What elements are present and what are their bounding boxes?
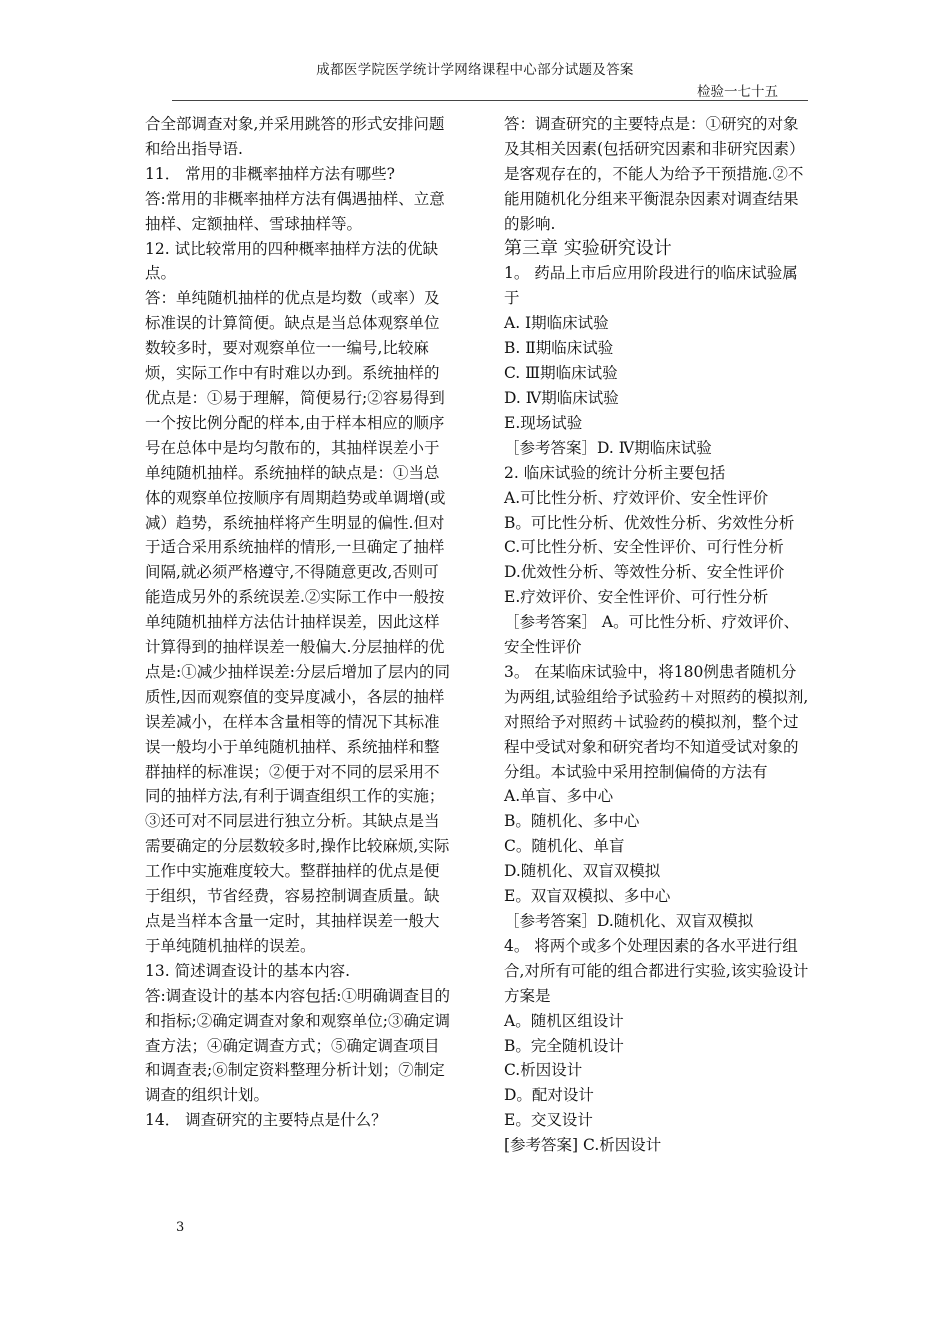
option-line: A. Ⅰ期临床试验 <box>504 314 609 333</box>
question-3: 3。 在某临床试验中，将180例患者随机分为两组,试验组给予试验药＋对照药的模拟剂,对照给予对照药＋试验药的模拟剂，整个过程中受试对象和研究者均不知道受试对象的分组。本试验中采用控制偏倚的方法有 <box>504 662 809 781</box>
answer-11: 答:常用的非概率抽样方法有偶遇抽样、立意抽样、定额抽样、雪球抽样等。 <box>145 189 445 233</box>
option-line: C. Ⅲ期临床试验 <box>504 364 618 383</box>
reference-answer: ［参考答案］D.随机化、双盲双模拟 <box>504 912 754 930</box>
option-line: A.可比性分析、疗效评价、安全性评价 <box>504 488 769 507</box>
answer-14: 答：调查研究的主要特点是：①研究的对象及其相关因素(包括研究因素和非研究因素）是客观存在的，不能人为给予干预措施.②不能用随机化分组来平衡混杂因素对调查结果的影响. <box>504 115 805 233</box>
option-line: B。完全随机设计 <box>504 1036 624 1055</box>
option-line: B. Ⅱ期临床试验 <box>504 339 614 358</box>
question-13: 13. 简述调查设计的基本内容. <box>145 961 351 980</box>
reference-answer: ［参考答案］ A。可比性分析、疗效评价、安全性评价 <box>504 613 800 657</box>
header-rule <box>172 100 808 101</box>
option-line: E。双盲双模拟、多中心 <box>504 887 671 906</box>
header-title: 成都医学院医学统计学网络课程中心部分试题及答案 <box>316 62 634 78</box>
question-14: 14． 调查研究的主要特点是什么？ <box>145 1111 387 1130</box>
question-12: 12. 试比较常用的四种概率抽样方法的优缺点。 <box>145 239 439 283</box>
option-line: D. Ⅳ期临床试验 <box>504 388 619 407</box>
option-line: C.可比性分析、安全性评价、可行性分析 <box>504 538 784 557</box>
option-line: C.析因设计 <box>504 1061 583 1080</box>
question-11: 11． 常用的非概率抽样方法有哪些? <box>145 164 395 183</box>
reference-answer: [参考答案] C.析因设计 <box>504 1136 662 1155</box>
answer-13: 答:调查设计的基本内容包括:①明确调查目的和指标;②确定调查对象和观察单位;③确定调查方法；④确定调查方式；⑤确定调查项目和调查表;⑥制定资料整理分析计划；⑦制定调查的组织计划。 <box>145 986 450 1105</box>
option-line: A。随机区组设计 <box>504 1011 624 1030</box>
option-line: D.随机化、双盲双模拟 <box>504 862 661 881</box>
option-line: D.优效性分析、等效性分析、安全性评价 <box>504 563 785 582</box>
reference-answer: ［参考答案］D. Ⅳ期临床试验 <box>504 438 712 457</box>
right-column <box>504 112 810 1158</box>
option-line: B。可比性分析、优效性分析、劣效性分析 <box>504 513 795 532</box>
option-line: D。配对设计 <box>504 1086 594 1105</box>
left-column <box>145 112 453 1133</box>
option-line: C。随机化、单盲 <box>504 837 625 856</box>
page-number: 3 <box>176 1220 185 1235</box>
question-1: 1。 药品上市后应用阶段进行的临床试验属于 <box>504 264 798 308</box>
header-right-label: 检验一七十五 <box>697 84 778 100</box>
answer-12: 答：单纯随机抽样的优点是均数（或率）及标准误的计算简便。缺点是当总体观察单位数较多时，要对观察单位一一编号,比较麻烦，实际工作中有时难以办到。系统抽样的优点是：①易于理解，简便易行;②容易得到一个按比例分配的样本,由于样本相应的顺序号在总体中是均匀散布的，其抽样误差小于单纯随机抽样。系统抽样的缺点是：①当总体的观察单位按顺序有周期趋势或单调增(或减）趋势，系统抽样将产生明显的偏性.但对于适合采用系统抽样的情形,一旦确定了抽样间隔,就必须严格遵守,不得随意更改,否则可能造成另外的系统误差.②实际工作中一般按单纯随机抽样方法估计抽样误差，因此这样计算得到的抽样误差一般偏大.分层抽样的优点是:①减少抽样误差:分层后增加了层内的同质性,因而观察值的变异度减小，各层的抽样误差减小，在样本含量相等的情况下其标准误一般均小于单纯随机抽样、系统抽样和整群抽样的标准误；②便于对不同的层采用不同的抽样方法,有利于调查组织工作的实施；③还可对不同层进行独立分析。其缺点是当需要确定的分层数较多时,操作比较麻烦,实际工作中实施难度较大。整群抽样的优点是便于组织，节省经费，容易控制调查质量。缺点是当样本含量一定时，其抽样误差一般大于单纯随机抽样的误差。 <box>145 289 450 955</box>
option-line: E。交叉设计 <box>504 1111 593 1130</box>
option-line: E.疗效评价、安全性评价、可行性分析 <box>504 588 769 607</box>
paragraph: 合全部调查对象,并采用跳答的形式安排问题和给出指导语. <box>145 115 445 158</box>
question-2: 2. 临床试验的统计分析主要包括 <box>504 463 726 482</box>
chapter-heading: 第三章 实验研究设计 <box>504 237 672 259</box>
option-line: A.单盲、多中心 <box>504 787 614 806</box>
option-line: B。随机化、多中心 <box>504 812 640 831</box>
option-line: E.现场试验 <box>504 413 583 432</box>
question-4: 4。 将两个或多个处理因素的各水平进行组合,对所有可能的组合都进行实验,该实验设计方案是 <box>504 936 809 1005</box>
